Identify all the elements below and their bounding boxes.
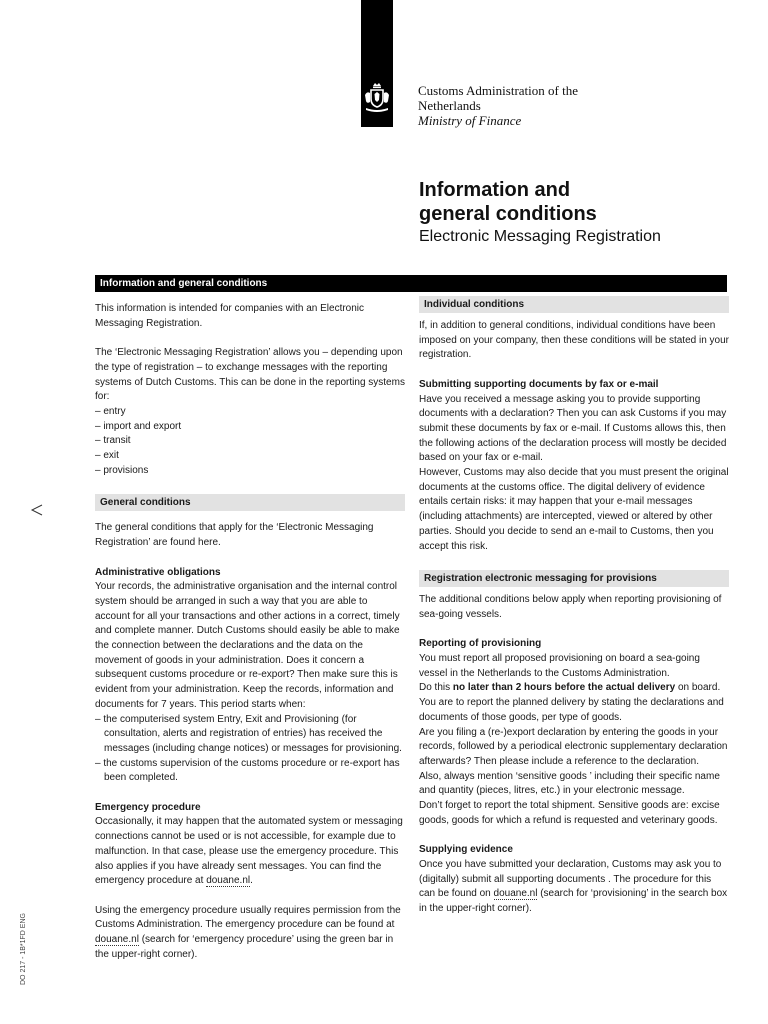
reporting-deadline: no later than 2 hours before the actual delivery: [452, 682, 676, 694]
provisions-registration-text: The additional conditions below apply when reporting provisioning of sea-going vessels.: [419, 594, 722, 620]
royal-crest-icon: [364, 82, 390, 114]
title-line-1: Information and: [419, 179, 571, 201]
list-item: – the computerised system Entry, Exit and Provisioning (for consultation, alerts and registration of entries) has received the messages (including change notices) or messages for provisioning.: [95, 713, 402, 754]
chevron-left-icon: [30, 503, 44, 517]
fax-email-text-1: Have you received a message asking you to provide supporting documents with a declaration? Then you can ask Customs if you may submit these documents by fax or e-mail. If Customs allows this, then the following actions of the declaration process will mostly be decided based on your fax or e-mail.: [419, 393, 727, 464]
reporting-text-4: Also, always mention ‘sensitive goods ’ including their specific name and quantity (pieces, litres, etc.) in your electronic message.: [419, 770, 720, 797]
admin-list: [95, 713, 405, 787]
evidence-text-body: Once you have submitted your declaration, Customs may ask you to (digitally) submit all supporting documents . The procedure for this can be found on: [419, 858, 722, 900]
reporting-text-2-pre: Do this: [419, 682, 453, 694]
reporting-text-3: Are you filing a (re-)export declaration by entering the goods in your records, followed by a periodical electronic supplementary declaration afterwards? Then please include a reference to the declaration.: [419, 726, 728, 767]
reporting-text-2-post: on board. You are to report the planned delivery by stating the declarations and documents of those goods, per type of goods.: [419, 682, 724, 723]
emergency-permission-end: (search for ‘emergency procedure’ using the green bar in the upper-right corner).: [95, 934, 394, 960]
general-conditions-text: The general conditions that apply for the ‘Electronic Messaging Registration’ are found here.: [95, 522, 374, 549]
admin-obligations-heading: Administrative obligations: [95, 566, 221, 578]
emergency-permission-text: [95, 904, 405, 963]
emergency-heading: Emergency procedure: [95, 801, 201, 813]
registration-text: The ‘Electronic Messaging Registration’ allows you – depending upon the type of registration – to exchange messages with the reporting systems of Dutch Customs. This can be done in the reporting systems for:: [95, 347, 405, 403]
organization-name: [418, 83, 578, 128]
douane-link[interactable]: douane.nl: [95, 934, 139, 946]
emergency-permission-body: Using the emergency procedure usually requires permission from the Customs Administration. The emergency procedure can be found at: [95, 904, 401, 931]
fax-email-text-2: However, Customs may also decide that you must present the original documents at the customs office. The digital delivery of evidence entails certain risks: it may happen that your e-mail messages (including attachments) are intercepted, viewed or altered by other parties. Should you decide to send an e-mail to Customs, then you accept this risk.: [419, 467, 729, 552]
fax-email-heading: Submitting supporting documents by fax or e-mail: [419, 378, 659, 390]
admin-obligations-text: Your records, the administrative organisation and the internal control system should be arranged in such a way that you are able to account for all your transactions and other actions in a correct, timely and complete manner. Dutch Customs should easily be able to make the connection between the declarations and the data on the movement of goods in your administration. Does it concern a subsequent customs procedure or re-export? Then make sure this is evident from your administration. Keep the records, information and documents for 7 years. This period starts when:: [95, 581, 400, 710]
right-column: [419, 296, 729, 917]
main-section-bar: Information and general conditions: [95, 275, 727, 292]
org-line-1: Customs Administration of the: [418, 83, 578, 98]
evidence-text: [419, 858, 729, 917]
systems-list: [95, 405, 405, 479]
org-line-2: Netherlands: [418, 98, 481, 113]
title-line-2: general conditions: [419, 203, 597, 225]
douane-link[interactable]: douane.nl: [206, 875, 251, 887]
general-conditions-header: General conditions: [95, 494, 405, 511]
list-item: – provisions: [95, 464, 149, 476]
douane-link[interactable]: douane.nl: [493, 888, 538, 900]
provisions-registration-header: Registration electronic messaging for provisions: [419, 570, 729, 587]
emergency-text: [95, 815, 405, 889]
emergency-text-end: .: [250, 875, 253, 887]
emergency-text-body: Occasionally, it may happen that the automated system or messaging connections cannot be used or is not accessible, for example due to malfunction. In that case, please use the emergency procedure. This also applies if you have already sent messages. You can find the emergency procedure at: [95, 816, 403, 887]
list-item: – exit: [95, 450, 119, 462]
individual-conditions-text: If, in addition to general conditions, individual conditions have been imposed on your company, then these conditions will be stated in your registration.: [419, 320, 729, 361]
intro-text: This information is intended for companies with an Electronic Messaging Registration.: [95, 303, 365, 329]
evidence-text-end: (search for ‘provisioning’ in the search box in the upper-right corner).: [419, 888, 728, 914]
list-item: – import and export: [95, 420, 182, 432]
form-code: DO 217 - 1B*1FD ENG: [20, 913, 27, 985]
ministry-name: Ministry of Finance: [418, 113, 522, 128]
reporting-text-1: You must report all proposed provisioning on board a sea-going vessel in the Netherlands to the Customs Administration.: [419, 653, 700, 679]
page-subtitle: Electronic Messaging Registration: [419, 228, 661, 245]
logo-bar: [361, 0, 393, 127]
list-item: – the customs supervision of the customs procedure or re-export has been completed.: [95, 757, 400, 784]
list-item: – entry: [95, 405, 126, 417]
reporting-text-2: [419, 681, 729, 725]
individual-conditions-header: Individual conditions: [419, 296, 729, 313]
left-column: [95, 302, 405, 962]
reporting-text-5: Don’t forget to report the total shipment. Sensitive goods are: excise goods, goods for which a refund is requested and veterinary goods.: [419, 800, 720, 826]
evidence-heading: Supplying evidence: [419, 844, 513, 856]
reporting-heading: Reporting of provisioning: [419, 638, 542, 650]
list-item: – transit: [95, 435, 131, 447]
page-title: [419, 178, 597, 226]
